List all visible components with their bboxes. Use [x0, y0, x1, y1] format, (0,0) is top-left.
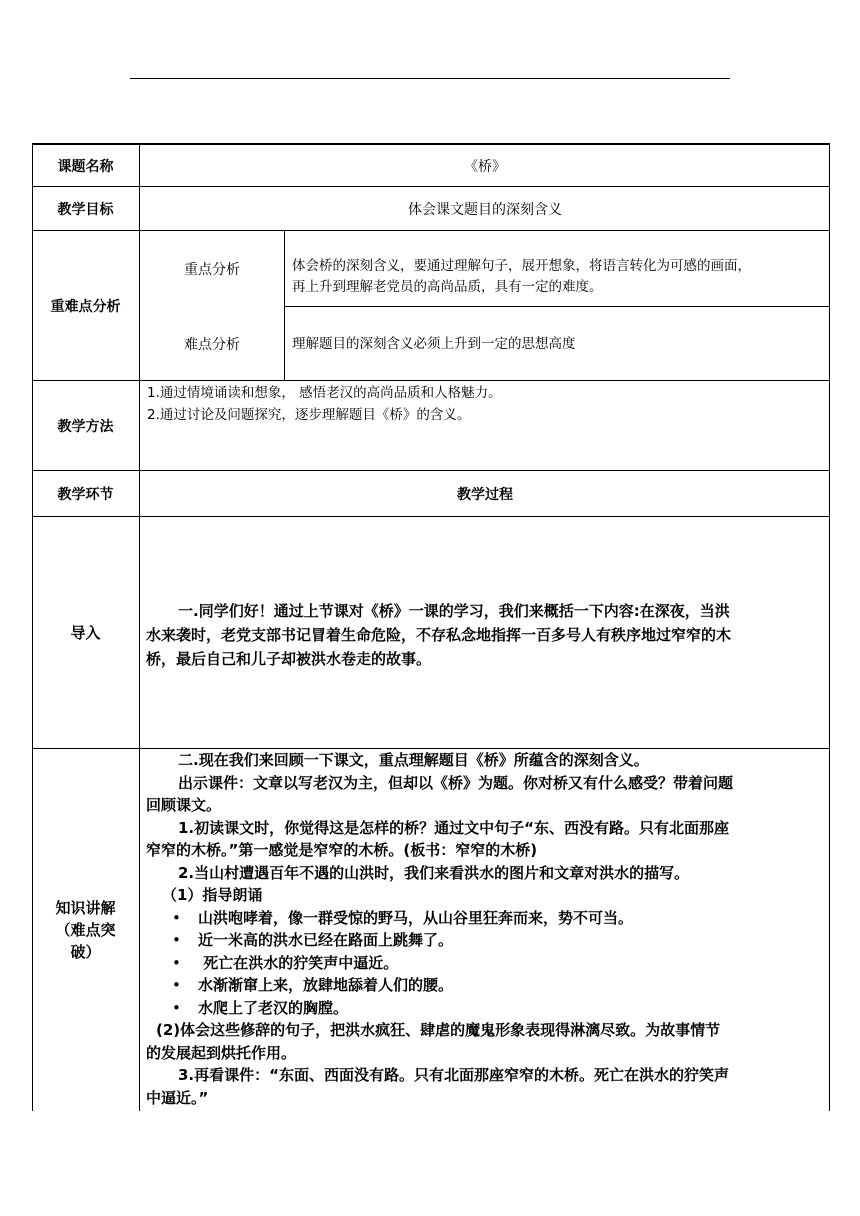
- bullet-text: 山洪咆哮着，像一群受惊的野马，从山谷里狂奔而来，势不可当。: [198, 908, 634, 927]
- knowledge-label-line: （难点突: [55, 921, 116, 939]
- knowledge-line: 二.现在我们来回顾一下课文，重点理解题目《桥》所蕴含的深刻含义。: [178, 751, 649, 769]
- knowledge-line: 回顾课文。: [146, 796, 222, 814]
- knowledge-line: 3.再看课件：“东面、西面没有路。只有北面那座窄窄的木桥。死亡在洪水的狞笑声: [178, 1066, 729, 1084]
- bullet-icon: •: [172, 998, 181, 1017]
- knowledge-line: 窄窄的木桥。”第一感觉是窄窄的木桥。(板书：窄窄的木桥): [146, 841, 538, 859]
- header-rule: [130, 78, 730, 79]
- teaching-process-header: 教学过程: [457, 486, 513, 503]
- knowledge-line: 2.当山村遭遇百年不遇的山洪时，我们来看洪水的图片和文章对洪水的描写。: [178, 863, 690, 882]
- knowledge-bullet-item: [172, 997, 736, 1020]
- knowledge-line: （1）指导朗诵: [162, 886, 263, 904]
- knowledge-label: [32, 749, 139, 1111]
- teaching-goal-value: 体会课文题目的深刻含义: [408, 201, 562, 218]
- key-point-label: 重点分析: [184, 261, 240, 278]
- hard-point-label: 难点分析: [184, 336, 240, 353]
- teaching-goal-label: 教学目标: [57, 201, 114, 218]
- course-name-value: 《桥》: [464, 158, 506, 175]
- knowledge-bullet-item: [172, 907, 736, 930]
- row-divider: [32, 380, 830, 381]
- bullet-text: 水渐渐窜上来，放肆地舔着人们的腰。: [198, 976, 454, 994]
- key-point-line: 体会桥的深刻含义，要通过理解句子，展开想象，将语言转化为可感的画面，: [292, 258, 751, 274]
- row-divider: [284, 306, 830, 307]
- bullet-icon: •: [172, 931, 181, 949]
- intro-line: 桥，最后自己和儿子却被洪水卷走的故事。: [146, 650, 432, 668]
- knowledge-line: 的发展起到烘托作用。: [146, 1043, 297, 1062]
- knowledge-line: 1.初读课文时，你觉得这是怎样的桥？通过文中句子“东、西没有路。只有北面那座: [178, 818, 729, 837]
- bullet-text: 水爬上了老汉的胸膛。: [198, 998, 349, 1017]
- intro-label: 导入: [70, 623, 101, 642]
- knowledge-label-line: 知识讲解: [55, 899, 116, 917]
- intro-line: 水来袭时，老党支部书记冒着生命危险，不存私念地指挥一百多号人有秩序地过窄窄的木: [146, 626, 732, 644]
- knowledge-line: 中逼近。”: [146, 1088, 209, 1107]
- intro-line: 一.同学们好！通过上节课对《桥》一课的学习，我们来概括一下内容:在深夜，当洪: [178, 602, 730, 620]
- knowledge-text: [146, 749, 734, 1109]
- intro-text: [146, 599, 731, 671]
- key-point-text: [292, 256, 832, 298]
- teaching-method-label: 教学方法: [57, 418, 114, 435]
- hard-point-text: 理解题目的深刻含义必须上升到一定的思想高度: [292, 336, 576, 352]
- knowledge-line: 出示课件：文章以写老汉为主，但却以《桥》为题。你对桥又有什么感受？带着问题: [178, 773, 734, 792]
- knowledge-bullet-item: [172, 929, 736, 952]
- knowledge-label-line: 破）: [70, 943, 101, 961]
- bullet-text: 死亡在洪水的狞笑声中逼近。: [198, 953, 399, 972]
- bullet-icon: •: [172, 908, 181, 927]
- method-line: 2.通过讨论及问题探究，逐步理解题目《桥》的含义。: [147, 407, 471, 423]
- bullet-icon: •: [172, 976, 181, 994]
- bullet-icon: •: [172, 953, 181, 972]
- course-name-label: 课题名称: [57, 158, 114, 175]
- knowledge-bullet-item: [172, 952, 736, 975]
- teaching-method-text: [147, 382, 502, 426]
- method-line: 1.通过情境诵读和想象， 感悟老汉的高尚品质和人格魅力。: [147, 385, 502, 401]
- teaching-stage-header: 教学环节: [57, 486, 114, 503]
- knowledge-bullet-item: [172, 974, 736, 997]
- difficulty-analysis-label: 重难点分析: [50, 298, 121, 315]
- column-divider: [284, 230, 285, 380]
- key-point-line: 再上升到理解老党员的高尚品质，具有一定的难度。: [292, 279, 603, 295]
- bullet-text: 近一米高的洪水已经在路面上跳舞了。: [198, 931, 454, 949]
- row-divider: [32, 516, 830, 517]
- knowledge-line: (2)体会这些修辞的句子，把洪水疯狂、肆虐的魔鬼形象表现得淋漓尽致。为故事情节: [156, 1021, 721, 1039]
